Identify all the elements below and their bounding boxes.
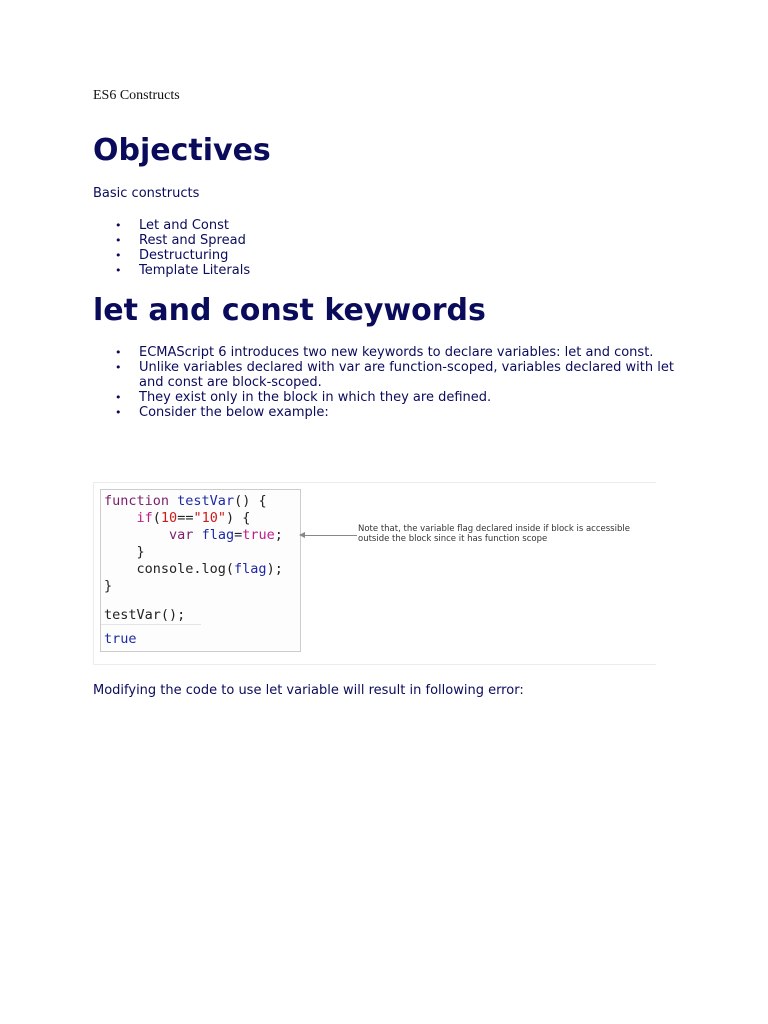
code-line: if(10=="10") { xyxy=(136,510,251,526)
running-header: ES6 Constructs xyxy=(93,88,180,103)
list-item: • Consider the below example: xyxy=(115,405,329,420)
objectives-list xyxy=(93,218,674,278)
code-line: } xyxy=(104,578,113,594)
annotation-note-line-2: outside the block since it has function scope xyxy=(358,534,548,544)
code-output-line: true xyxy=(104,631,137,647)
code-example-figure xyxy=(93,482,656,665)
output-divider xyxy=(101,624,201,625)
bullet-icon: • xyxy=(115,346,122,359)
annotation-note xyxy=(358,524,630,544)
bullet-icon: • xyxy=(115,219,122,232)
code-call-line: testVar(); xyxy=(104,607,186,623)
let-const-list xyxy=(93,345,674,420)
list-item: • They exist only in the block in which they are defined. xyxy=(115,390,492,405)
code-line: } xyxy=(104,544,145,560)
let-const-heading: let and const keywords xyxy=(93,293,486,328)
code-line: console.log(flag); xyxy=(104,561,283,577)
list-item: • Destructuring xyxy=(115,248,229,263)
bullet-icon: • xyxy=(115,249,122,262)
bullet-icon: • xyxy=(115,234,122,247)
list-item: • Let and Const xyxy=(115,218,229,233)
list-item: • Rest and Spread xyxy=(115,233,246,248)
annotation-note-line-1: Note that, the variable flag declared inside if block is accessible xyxy=(358,524,630,534)
objectives-heading: Objectives xyxy=(93,133,271,168)
bullet-icon: • xyxy=(115,391,122,404)
code-snippet xyxy=(100,489,301,652)
bullet-icon: • xyxy=(115,264,122,277)
list-item: • Template Literals xyxy=(115,263,251,278)
list-item: • ECMAScript 6 introduces two new keywords to declare variables: let and const. xyxy=(115,345,654,360)
bullet-icon: • xyxy=(115,406,122,419)
list-item: • Unlike variables declared with var are function-scoped, variables declared with let and const are block-scoped. xyxy=(115,360,674,390)
code-function-block xyxy=(104,493,283,595)
basic-constructs-text: Basic constructs xyxy=(93,186,200,201)
modifying-code-text: Modifying the code to use let variable will result in following error: xyxy=(93,683,524,698)
bullet-icon: • xyxy=(115,361,122,374)
code-line: function testVar() { xyxy=(104,493,267,509)
code-line: var flag=true; xyxy=(169,527,283,543)
annotation-arrow-line xyxy=(301,535,357,536)
